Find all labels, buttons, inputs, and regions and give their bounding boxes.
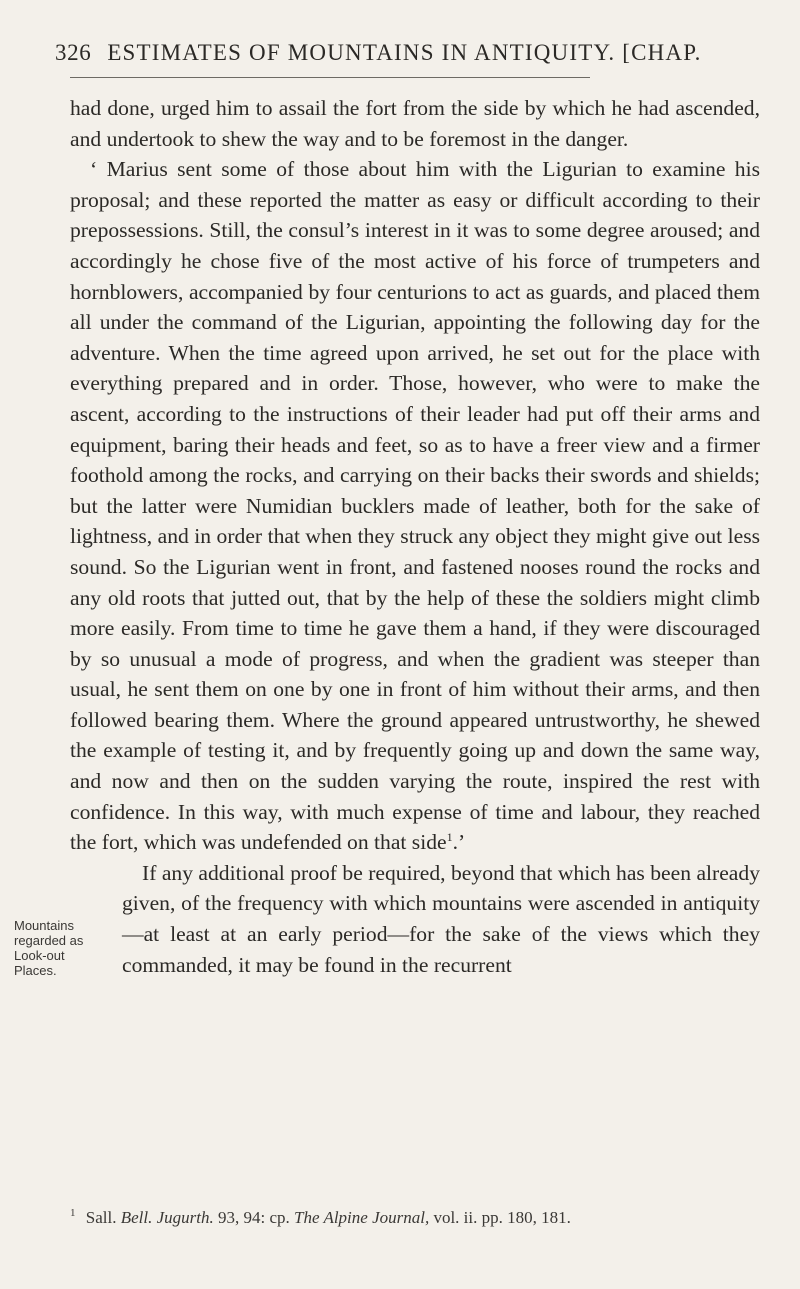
footnote-work-title: Bell. Jugurth. bbox=[120, 1208, 214, 1227]
header-rule bbox=[70, 77, 590, 78]
footnote-lead: Sall. bbox=[85, 1208, 117, 1227]
sidenote-line: Places. bbox=[14, 962, 57, 978]
sidenote-line: Look-out bbox=[14, 947, 65, 963]
footnote-mid: 93, 94: cp. bbox=[217, 1208, 290, 1227]
footnote bbox=[70, 1206, 760, 1230]
sidenote-line: Mountains bbox=[14, 917, 74, 933]
body-text bbox=[14, 93, 760, 980]
margin-sidenote bbox=[14, 918, 122, 978]
footnote-tail: vol. ii. pp. 180, 181. bbox=[433, 1208, 571, 1227]
running-head bbox=[55, 40, 775, 66]
paragraph-continuation: had done, urged him to assail the fort from the side by which he had ascended, and undertook to shew the way and to be foremost in the danger. bbox=[70, 96, 760, 151]
sidenote-line: regarded as bbox=[14, 932, 84, 948]
paragraph-mountains: If any additional proof be required, beyond that which has been already given, of the frequency with which mountains were ascended in antiquity—at least at an early period—for the sake of the views which they commanded, it may be found in the recurrent bbox=[122, 860, 760, 977]
running-title: ESTIMATES OF MOUNTAINS IN ANTIQUITY. [CHAP. bbox=[107, 40, 702, 65]
footnote-journal-title: The Alpine Journal, bbox=[294, 1208, 430, 1227]
paragraph-quotation bbox=[70, 154, 760, 858]
quotation-text: ‘ Marius sent some of those about him with the Ligurian to examine his proposal; and these reported the matter as easy or difficult according to their prepossessions. Still, the consul’s interest in it was to some degree aroused; and accordingly he chose five of the most active of his force of trumpeters and hornblowers, accompanied by four centurions to act as guards, and placed them all under the command of the Ligurian, appointing the following day for the adventure. When the time agreed upon arrived, he set out for the place with everything prepared and in order. Those, however, who were to make the ascent, according to the instructions of their leader had put off their arms and equipment, baring their heads and feet, so as to have a freer view and a firmer foothold among the rocks, and carrying on their backs their swords and shields; but the latter were Numidian bucklers made of leather, both for the sake of lightness, and in order that when they struck any object they might give out less sound. So the Ligurian went in front, and fastened nooses round the rocks and any old roots that jutted out, that by the help of these the soldiers might climb more easily. From time to time he gave them a hand, if they were discouraged by so unusual a mode of progress, and when the gradient was steeper than usual, he sent them on one by one in front of him without their arms, and then followed bearing them. Where the ground appeared untrustworthy, he shewed the example of testing it, and by frequently going up and down the same way, and now and then on the sudden varying the route, inspired the rest with confidence. In this way, with much expense of time and labour, they reached the fort, which was undefended on that side bbox=[70, 157, 760, 855]
footnote-mark: 1 bbox=[70, 1207, 76, 1220]
quotation-close: .’ bbox=[452, 830, 466, 855]
footnote-reference[interactable]: 1 bbox=[446, 830, 453, 845]
page-number: 326 bbox=[55, 40, 92, 65]
